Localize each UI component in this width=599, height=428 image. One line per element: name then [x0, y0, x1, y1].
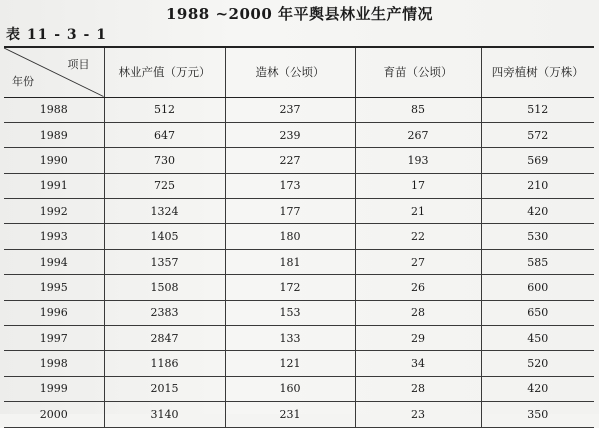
value-cell: 23 — [355, 402, 481, 427]
value-cell: 730 — [104, 148, 225, 173]
value-cell: 173 — [225, 173, 355, 198]
table-row — [4, 97, 594, 122]
value-cell: 530 — [481, 224, 594, 249]
table-row — [4, 376, 594, 401]
value-cell: 2847 — [104, 326, 225, 351]
year-cell: 1990 — [4, 148, 104, 173]
value-cell: 512 — [104, 97, 225, 122]
value-cell: 121 — [225, 351, 355, 376]
table-row — [4, 402, 594, 427]
table-row — [4, 173, 594, 198]
year-cell: 1998 — [4, 351, 104, 376]
year-cell: 1994 — [4, 249, 104, 274]
document-title: 1988 ~2000 年平舆县林业生产情况 — [165, 5, 433, 23]
value-cell: 512 — [481, 97, 594, 122]
year-cell: 1995 — [4, 275, 104, 300]
value-cell: 350 — [481, 402, 594, 427]
year-cell: 1993 — [4, 224, 104, 249]
value-cell: 450 — [481, 326, 594, 351]
table-row — [4, 275, 594, 300]
year-cell: 1988 — [4, 97, 104, 122]
value-cell: 1357 — [104, 249, 225, 274]
value-cell: 267 — [355, 122, 481, 147]
value-cell: 133 — [225, 326, 355, 351]
value-cell: 647 — [104, 122, 225, 147]
value-cell: 193 — [355, 148, 481, 173]
value-cell: 569 — [481, 148, 594, 173]
year-cell: 1989 — [4, 122, 104, 147]
year-cell: 1991 — [4, 173, 104, 198]
column-header: 育苗（公顷） — [355, 47, 481, 97]
value-cell: 420 — [481, 199, 594, 224]
table-row — [4, 148, 594, 173]
value-cell: 1324 — [104, 199, 225, 224]
value-cell: 237 — [225, 97, 355, 122]
table-number: 表 11 - 3 - 1 — [6, 27, 107, 43]
table-row — [4, 122, 594, 147]
value-cell: 520 — [481, 351, 594, 376]
year-cell: 1992 — [4, 199, 104, 224]
table-body — [4, 97, 594, 427]
table-row — [4, 351, 594, 376]
table-row — [4, 326, 594, 351]
table-row — [4, 199, 594, 224]
value-cell: 227 — [225, 148, 355, 173]
value-cell: 177 — [225, 199, 355, 224]
value-cell: 585 — [481, 249, 594, 274]
value-cell: 239 — [225, 122, 355, 147]
year-cell: 1996 — [4, 300, 104, 325]
column-header: 林业产值（万元） — [104, 47, 225, 97]
value-cell: 210 — [481, 173, 594, 198]
corner-label-year: 年份 — [12, 74, 34, 88]
value-cell: 28 — [355, 376, 481, 401]
value-cell: 2383 — [104, 300, 225, 325]
column-header: 造林（公顷） — [225, 47, 355, 97]
year-cell: 2000 — [4, 402, 104, 427]
year-cell: 1999 — [4, 376, 104, 401]
column-header: 四旁植树（万株） — [481, 47, 594, 97]
value-cell: 22 — [355, 224, 481, 249]
value-cell: 181 — [225, 249, 355, 274]
table-row — [4, 224, 594, 249]
value-cell: 3140 — [104, 402, 225, 427]
value-cell: 600 — [481, 275, 594, 300]
value-cell: 29 — [355, 326, 481, 351]
value-cell: 1508 — [104, 275, 225, 300]
value-cell: 231 — [225, 402, 355, 427]
table-header-row — [4, 47, 594, 97]
value-cell: 28 — [355, 300, 481, 325]
forestry-production-table — [4, 46, 594, 428]
value-cell: 34 — [355, 351, 481, 376]
value-cell: 27 — [355, 249, 481, 274]
value-cell: 85 — [355, 97, 481, 122]
value-cell: 725 — [104, 173, 225, 198]
corner-header-cell — [4, 47, 104, 97]
value-cell: 21 — [355, 199, 481, 224]
value-cell: 650 — [481, 300, 594, 325]
table-row — [4, 249, 594, 274]
value-cell: 17 — [355, 173, 481, 198]
value-cell: 420 — [481, 376, 594, 401]
value-cell: 1186 — [104, 351, 225, 376]
year-cell: 1997 — [4, 326, 104, 351]
value-cell: 172 — [225, 275, 355, 300]
value-cell: 160 — [225, 376, 355, 401]
corner-label-item: 项目 — [67, 58, 90, 71]
value-cell: 2015 — [104, 376, 225, 401]
value-cell: 26 — [355, 275, 481, 300]
table-row — [4, 300, 594, 325]
value-cell: 572 — [481, 122, 594, 147]
value-cell: 153 — [225, 300, 355, 325]
value-cell: 1405 — [104, 224, 225, 249]
value-cell: 180 — [225, 224, 355, 249]
